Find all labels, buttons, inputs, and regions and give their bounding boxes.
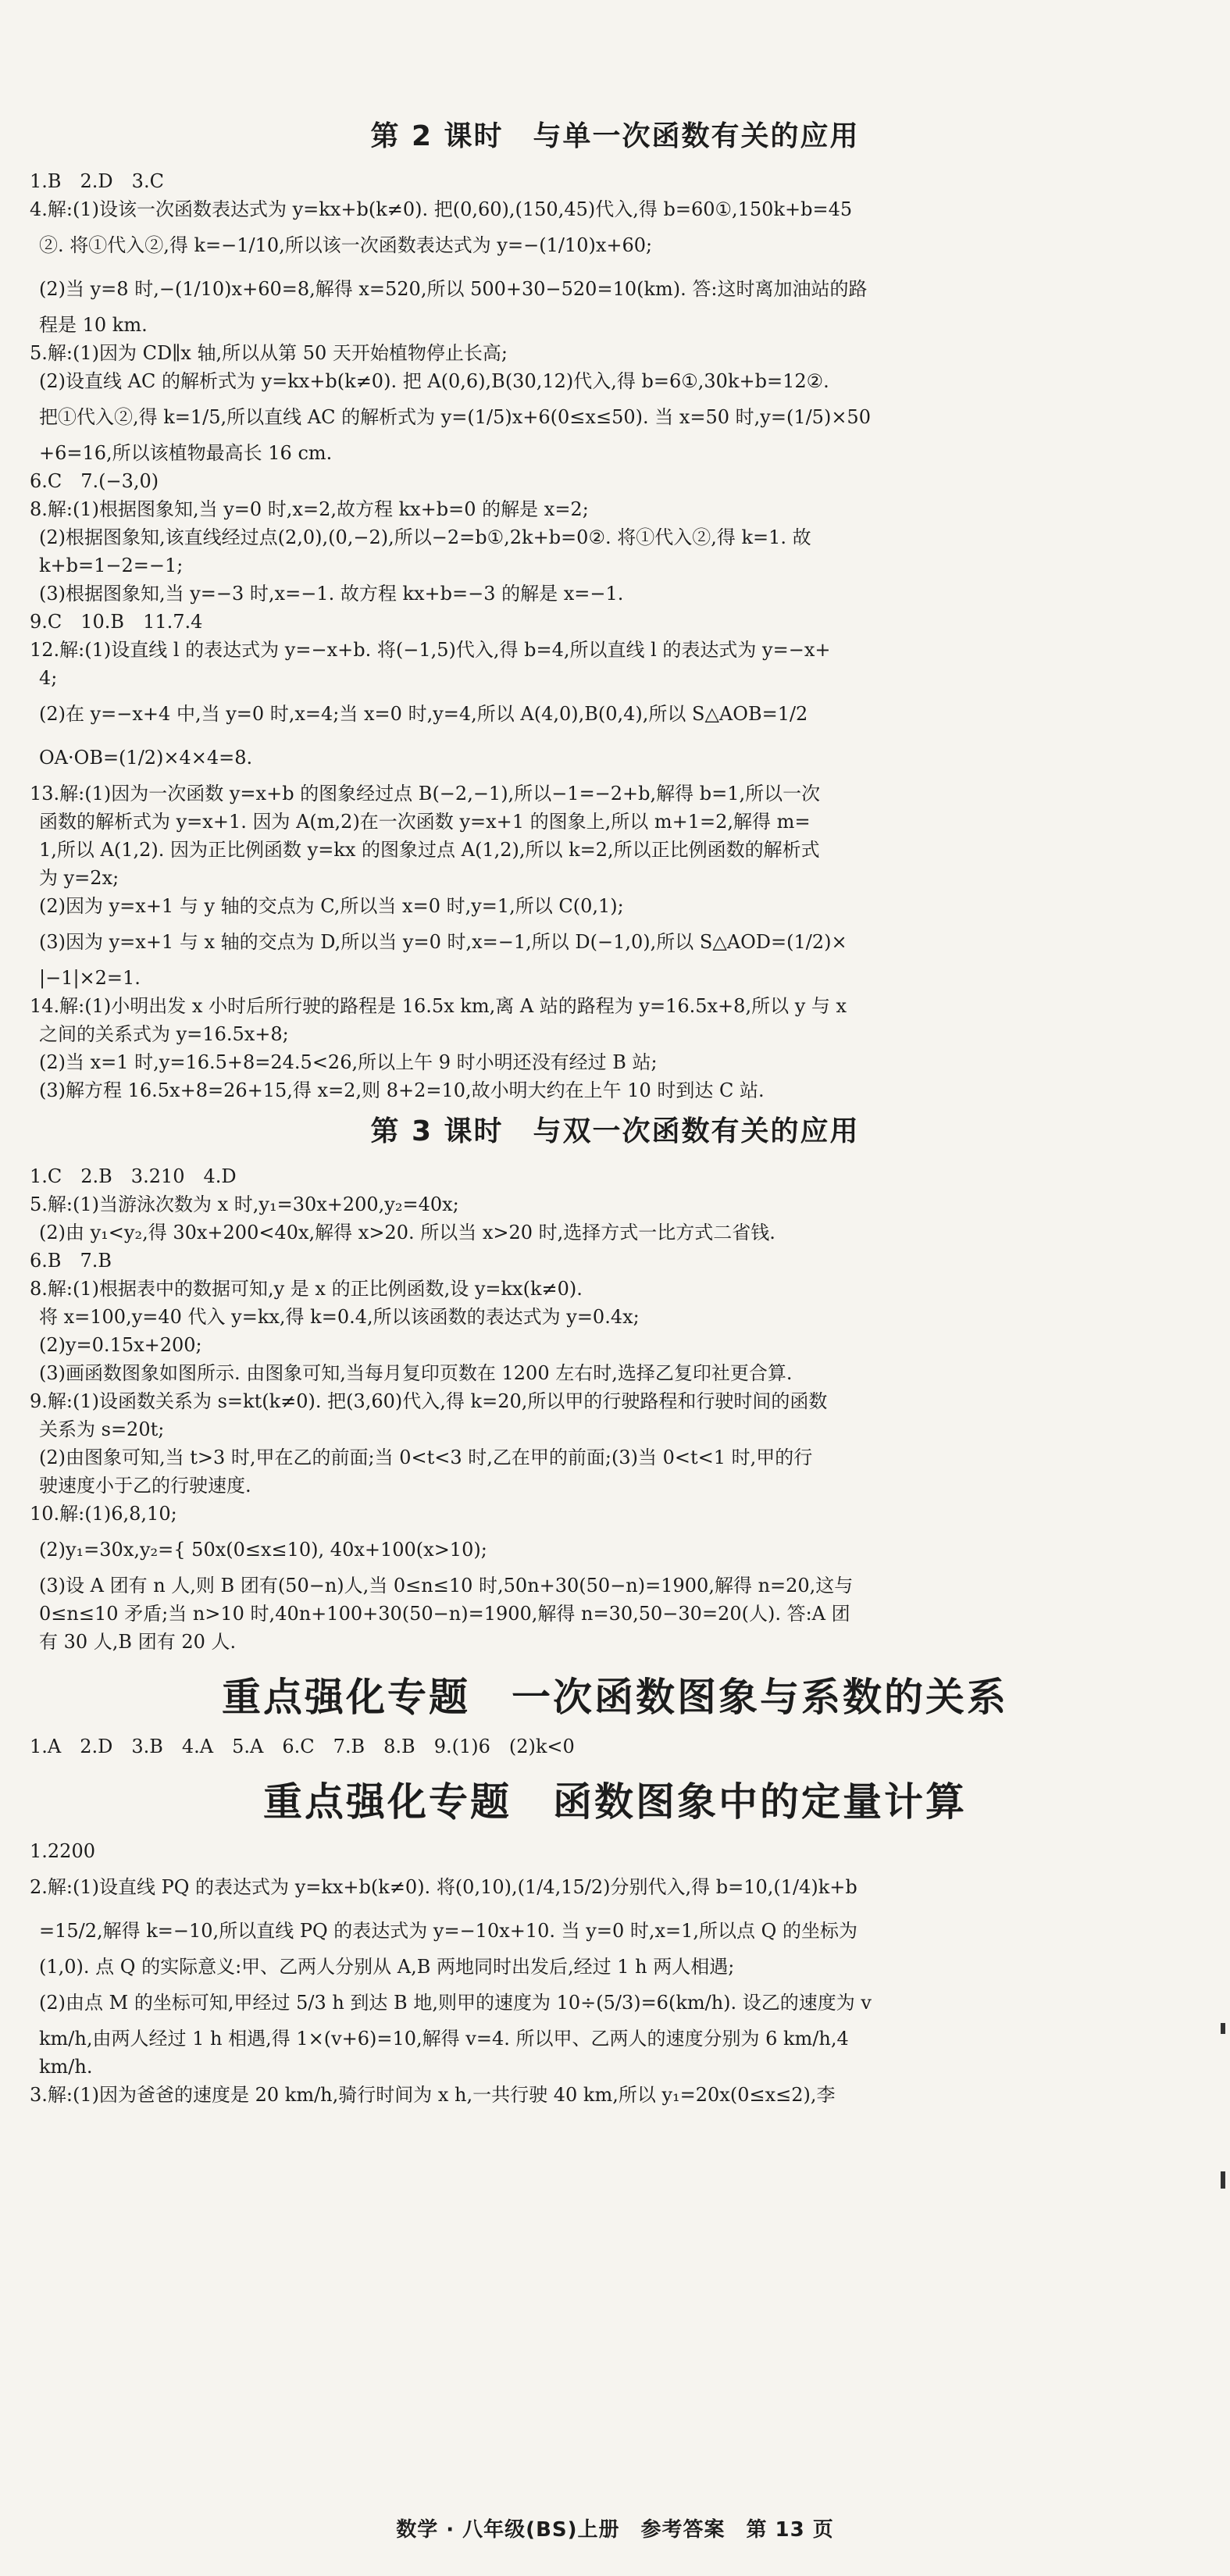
answer-line: (3)解方程 16.5x+8=26+15,得 x=2,则 8+2=10,故小明大约在上午 10 时到达 C 站. (39, 1079, 765, 1101)
answer-line: 5.解:(1)因为 CD∥x 轴,所以从第 50 天开始植物停止长高; (30, 342, 508, 364)
section-title: 第 2 课时 与单一次函数有关的应用 (370, 120, 860, 152)
answer-line: +6=16,所以该植物最高长 16 cm. (39, 442, 333, 464)
answer-line: (2)根据图象知,该直线经过点(2,0),(0,−2),所以−2=b①,2k+b=0②. 将①代入②,得 k=1. 故 (39, 526, 811, 548)
answer-line: (2)由点 M 的坐标可知,甲经过 5/3 h 到达 B 地,则甲的速度为 10÷(5/3)=6(km/h). 设乙的速度为 v (39, 1992, 872, 2014)
answer-line: 将 x=100,y=40 代入 y=kx,得 k=0.4,所以该函数的表达式为 y=0.4x; (39, 1306, 640, 1328)
answer-line: 8.解:(1)根据图象知,当 y=0 时,x=2,故方程 kx+b=0 的解是 x=2; (30, 498, 589, 520)
answer-line: 9.C 10.B 11.7.4 (30, 611, 203, 633)
answer-line: 0≤n≤10 矛盾;当 n>10 时,40n+100+30(50−n)=1900,解得 n=30,50−30=20(人). 答:A 团 (39, 1603, 850, 1625)
answer-line: k+b=1−2=−1; (39, 555, 184, 576)
answer-line: (3)设 A 团有 n 人,则 B 团有(50−n)人,当 0≤n≤10 时,50n+30(50−n)=1900,解得 n=20,这与 (39, 1575, 854, 1597)
answer-line: 6.B 7.B (30, 1250, 112, 1272)
answer-line: 5.解:(1)当游泳次数为 x 时,y₁=30x+200,y₂=40x; (30, 1193, 459, 1215)
answer-line: 13.解:(1)因为一次函数 y=x+b 的图象经过点 B(−2,−1),所以−1=−2+b,解得 b=1,所以一次 (30, 783, 821, 805)
section-lesson-3 (30, 1112, 1200, 1656)
answer-line: 4; (39, 667, 58, 689)
answer-line: 8.解:(1)根据表中的数据可知,y 是 x 的正比例函数,设 y=kx(k≠0). (30, 1278, 583, 1300)
answer-line: (3)画函数图象如图所示. 由图象可知,当每月复印页数在 1200 左右时,选择乙复印社更合算. (39, 1362, 793, 1384)
page-edge-mark (1221, 2171, 1225, 2189)
section-title: 重点强化专题 一次函数图象与系数的关系 (222, 1674, 1008, 1720)
answer-line: 3.解:(1)因为爸爸的速度是 20 km/h,骑行时间为 x h,一共行驶 40 km,所以 y₁=20x(0≤x≤2),李 (30, 2084, 836, 2106)
answer-line: OA·OB=(1/2)×4×4=8. (39, 747, 253, 769)
answer-line: km/h. (39, 2056, 93, 2078)
answer-line: (2)因为 y=x+1 与 y 轴的交点为 C,所以当 x=0 时,y=1,所以 C(0,1); (39, 895, 624, 917)
section-lesson-2 (30, 117, 1200, 1104)
answer-line: 有 30 人,B 团有 20 人. (39, 1631, 237, 1653)
answer-line: (2)当 y=8 时,−(1/10)x+60=8,解得 x=520,所以 500+30−520=10(km). 答:这时离加油站的路 (39, 278, 868, 300)
section-title: 重点强化专题 函数图象中的定量计算 (263, 1779, 967, 1825)
answer-line: (2)当 x=1 时,y=16.5+8=24.5<26,所以上午 9 时小明还没有经过 B 站; (39, 1051, 658, 1073)
section-topic-graph-coefficients (30, 1673, 1200, 1761)
answer-line: (2)y₁=30x,y₂={ 50x(0≤x≤10), 40x+100(x>10); (39, 1539, 487, 1561)
answer-line: =15/2,解得 k=−10,所以直线 PQ 的表达式为 y=−10x+10. 当 y=0 时,x=1,所以点 Q 的坐标为 (39, 1920, 857, 1942)
section-title: 第 3 课时 与双一次函数有关的应用 (370, 1115, 860, 1147)
answer-line: |−1|×2=1. (39, 967, 141, 989)
answer-line: 1,所以 A(1,2). 因为正比例函数 y=kx 的图象过点 A(1,2),所以 k=2,所以正比例函数的解析式 (39, 839, 820, 861)
answer-line: ②. 将①代入②,得 k=−1/10,所以该一次函数表达式为 y=−(1/10)x+60; (39, 234, 653, 256)
answer-line: km/h,由两人经过 1 h 相遇,得 1×(v+6)=10,解得 v=4. 所以甲、乙两人的速度分别为 6 km/h,4 (39, 2028, 849, 2050)
answer-line: 之间的关系式为 y=16.5x+8; (39, 1023, 289, 1045)
answer-line: 1.C 2.B 3.210 4.D (30, 1165, 237, 1187)
section-topic-quantitative-calc (30, 1778, 1200, 2109)
answer-line: (2)由图象可知,当 t>3 时,甲在乙的前面;当 0<t<3 时,乙在甲的前面;(3)当 0<t<1 时,甲的行 (39, 1447, 813, 1468)
answer-line: 2.解:(1)设直线 PQ 的表达式为 y=kx+b(k≠0). 将(0,10),(1/4,15/2)分别代入,得 b=10,(1/4)k+b (30, 1876, 857, 1898)
answer-line: (2)y=0.15x+200; (39, 1334, 202, 1356)
answer-line: 1.2200 (30, 1840, 95, 1862)
answer-line: 函数的解析式为 y=x+1. 因为 A(m,2)在一次函数 y=x+1 的图象上,所以 m+1=2,解得 m= (39, 811, 811, 833)
page-edge-mark (1221, 2023, 1225, 2034)
answer-line: 程是 10 km. (39, 314, 148, 336)
answer-line: 关系为 s=20t; (39, 1418, 165, 1440)
answer-line: 驶速度小于乙的行驶速度. (39, 1475, 251, 1497)
answer-line: 1.B 2.D 3.C (30, 170, 164, 192)
answer-line: 1.A 2.D 3.B 4.A 5.A 6.C 7.B 8.B 9.(1)6 (2)k<0 (30, 1736, 575, 1757)
answer-line: (3)根据图象知,当 y=−3 时,x=−1. 故方程 kx+b=−3 的解是 x=−1. (39, 583, 624, 605)
answer-line: 6.C 7.(−3,0) (30, 470, 159, 492)
answer-line: 9.解:(1)设函数关系为 s=kt(k≠0). 把(3,60)代入,得 k=20,所以甲的行驶路程和行驶时间的函数 (30, 1390, 828, 1412)
answer-line: 14.解:(1)小明出发 x 小时后所行驶的路程是 16.5x km,离 A 站的路程为 y=16.5x+8,所以 y 与 x (30, 995, 847, 1017)
answer-line: (3)因为 y=x+1 与 x 轴的交点为 D,所以当 y=0 时,x=−1,所以 D(−1,0),所以 S△AOD=(1/2)× (39, 931, 847, 953)
answer-line: 4.解:(1)设该一次函数表达式为 y=kx+b(k≠0). 把(0,60),(150,45)代入,得 b=60①,150k+b=45 (30, 198, 853, 220)
answer-line: 12.解:(1)设直线 l 的表达式为 y=−x+b. 将(−1,5)代入,得 b=4,所以直线 l 的表达式为 y=−x+ (30, 639, 831, 661)
answer-line: 为 y=2x; (39, 867, 119, 889)
answer-line: 10.解:(1)6,8,10; (30, 1503, 177, 1525)
answer-line: (1,0). 点 Q 的实际意义:甲、乙两人分别从 A,B 两地同时出发后,经过 1 h 两人相遇; (39, 1956, 735, 1978)
answer-line: 把①代入②,得 k=1/5,所以直线 AC 的解析式为 y=(1/5)x+6(0≤x≤50). 当 x=50 时,y=(1/5)×50 (39, 406, 871, 428)
answer-line: (2)设直线 AC 的解析式为 y=kx+b(k≠0). 把 A(0,6),B(30,12)代入,得 b=6①,30k+b=12②. (39, 370, 829, 392)
answer-line: (2)在 y=−x+4 中,当 y=0 时,x=4;当 x=0 时,y=4,所以 A(4,0),B(0,4),所以 S△AOB=1/2 (39, 703, 808, 725)
answer-line: (2)由 y₁<y₂,得 30x+200<40x,解得 x>20. 所以当 x>20 时,选择方式一比方式二省钱. (39, 1222, 775, 1243)
page-footer: 数学 · 八年级(BS)上册 参考答案 第 13 页 (396, 2518, 834, 2542)
